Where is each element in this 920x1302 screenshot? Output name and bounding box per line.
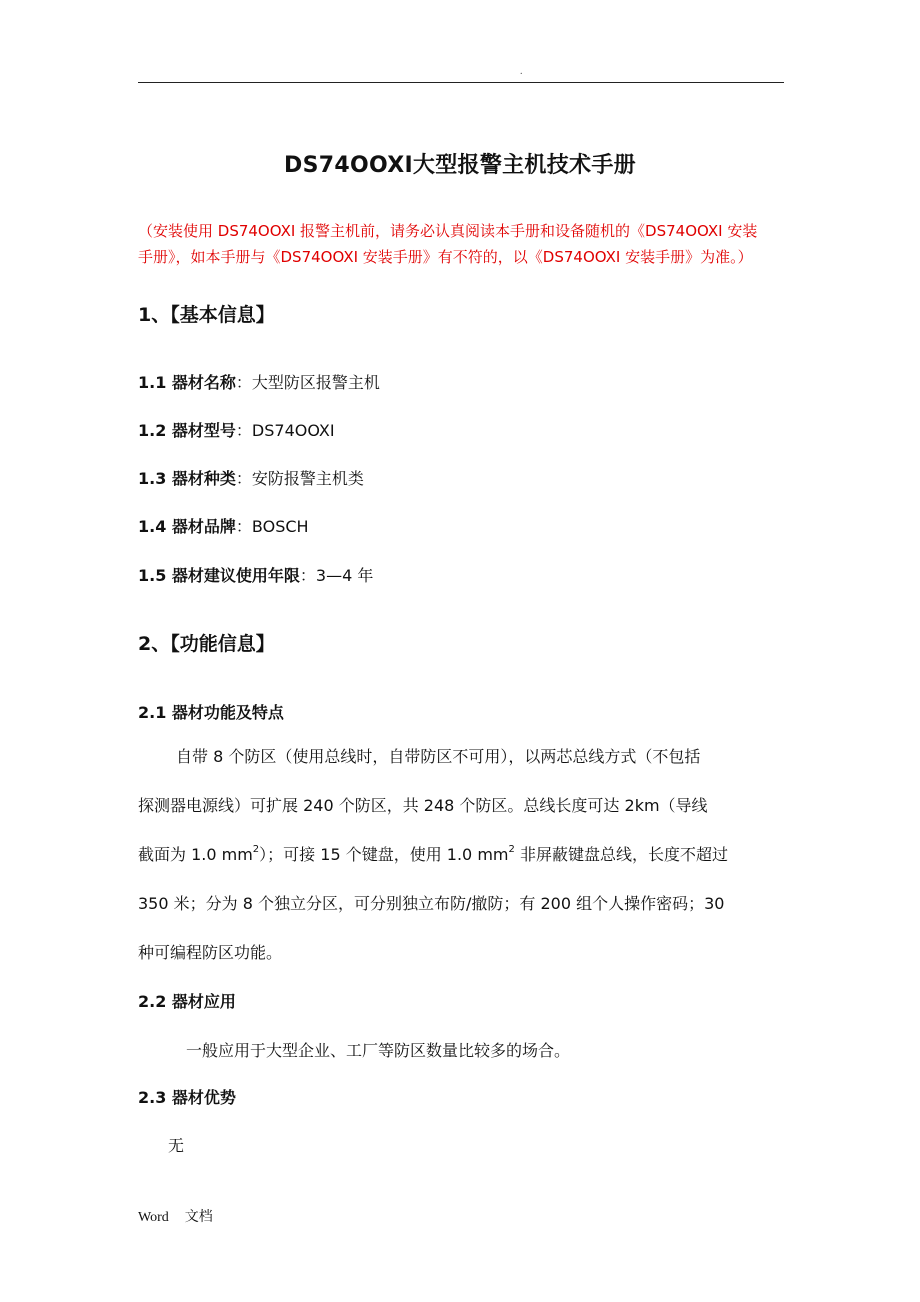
info-item-category	[138, 466, 364, 489]
section-heading-function-info: 2、【功能信息】	[138, 633, 275, 655]
superscript: 2	[252, 843, 260, 855]
features-paragraph	[138, 732, 786, 977]
item-label: 1.1 器材名称	[138, 373, 236, 392]
subsection-heading-advantages: 2.3 器材优势	[138, 1088, 236, 1107]
superscript: 2	[508, 843, 515, 855]
notice-line: 手册》，如本手册与《DS74OOXI 安装手册》有不符的，以《DS74OOXI 安装手册》为准。）	[138, 248, 753, 266]
item-label: 1.3 器材种类	[138, 469, 236, 488]
info-item-brand	[138, 514, 309, 537]
item-label: 1.5 器材建议使用年限	[138, 566, 300, 585]
text-run: ）；可接 15 个键盘，使用 1.0 mm	[259, 845, 509, 864]
document-title: DS74OOXI大型报警主机技术手册	[284, 153, 636, 178]
item-value: ：DS74OOXI	[235, 421, 335, 440]
paragraph-line: 350 米；分为 8 个独立分区，可分别独立布防/撤防；有 200 组个人操作密码；30	[138, 894, 725, 913]
text-run: 非屏蔽键盘总线，长度不超过	[514, 845, 728, 864]
info-item-name	[138, 370, 380, 393]
notice-paragraph	[138, 218, 788, 270]
paragraph-line	[138, 830, 786, 879]
notice-line: （安装使用 DS74OOXI 报警主机前，请务必认真阅读本手册和设备随机的《DS74OOXI 安装	[138, 222, 758, 240]
section-heading-basic-info: 1、【基本信息】	[138, 304, 275, 326]
info-item-lifespan	[138, 563, 373, 586]
paragraph-line: 探测器电源线）可扩展 240 个防区，共 248 个防区。总线长度可达 2km（导线	[138, 796, 708, 815]
text-run: 截面为 1.0 mm	[138, 845, 253, 864]
item-value: ：安防报警主机类	[235, 469, 364, 488]
application-text: 一般应用于大型企业、工厂等防区数量比较多的场合。	[186, 1041, 571, 1060]
paragraph-line: 种可编程防区功能。	[138, 943, 283, 962]
header-rule	[138, 82, 784, 83]
item-value: ：BOSCH	[235, 517, 309, 536]
item-label: 1.2 器材型号	[138, 421, 236, 440]
footer-left: Word	[138, 1210, 169, 1225]
item-value: ：3—4 年	[299, 566, 374, 585]
subsection-heading-features: 2.1 器材功能及特点	[138, 703, 284, 722]
page-footer	[138, 1206, 213, 1226]
info-item-model	[138, 418, 335, 441]
paragraph-line: 自带 8 个防区（使用总线时，自带防区不可用），以两芯总线方式（不包括	[176, 747, 701, 766]
header-mark: .	[520, 66, 523, 77]
advantages-text: 无	[168, 1136, 185, 1155]
item-label: 1.4 器材品牌	[138, 517, 236, 536]
subsection-heading-application: 2.2 器材应用	[138, 992, 236, 1011]
item-value: ：大型防区报警主机	[235, 373, 380, 392]
footer-right: 文档	[184, 1210, 213, 1225]
